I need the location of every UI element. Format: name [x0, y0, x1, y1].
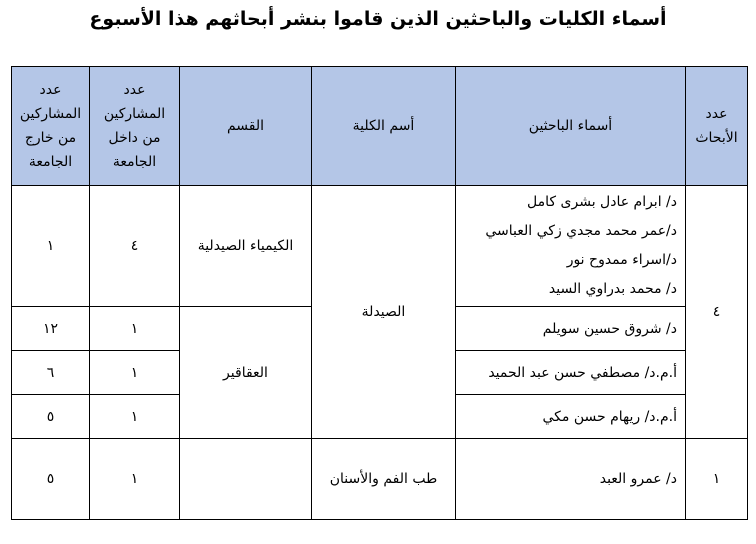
inside-participants-cell: ٤: [90, 186, 180, 307]
inside-participants-cell: ١: [90, 307, 180, 351]
outside-participants-cell: ٥: [12, 395, 90, 439]
researcher-name: د/اسراء ممدوح نور: [566, 252, 677, 268]
researcher-name: أ.م.د/ مصطفي حسن عبد الحميد: [456, 351, 686, 395]
researcher-name: أ.م.د/ ريهام حسن مكي: [456, 395, 686, 439]
header-researchers: أسماء الباحثين: [456, 67, 686, 186]
researcher-name: د/ محمد بدراوي السيد: [548, 281, 677, 297]
research-count-cell: ٤: [686, 186, 748, 439]
research-table: [11, 66, 748, 520]
table-header-row: [12, 67, 748, 186]
college-cell: الصيدلة: [312, 186, 456, 439]
researcher-name: د/ ابرام عادل بشرى كامل: [527, 194, 677, 210]
college-cell: طب الفم والأسنان: [312, 439, 456, 520]
inside-participants-cell: ١: [90, 439, 180, 520]
header-college: أسم الكلية: [312, 67, 456, 186]
outside-participants-cell: ٥: [12, 439, 90, 520]
department-cell: الكيمياء الصيدلية: [180, 186, 312, 307]
header-inside-participants: عدد المشاركين من داخل الجامعة: [90, 67, 180, 186]
department-cell: العقاقير: [180, 307, 312, 439]
research-count-cell: ١: [686, 439, 748, 520]
outside-participants-cell: ١٢: [12, 307, 90, 351]
table-row: [12, 186, 748, 307]
header-department: القسم: [180, 67, 312, 186]
outside-participants-cell: ١: [12, 186, 90, 307]
inside-participants-cell: ١: [90, 395, 180, 439]
researcher-name: د/عمر محمد مجدي زكي العباسي: [485, 223, 677, 239]
researchers-cell: [456, 186, 686, 307]
outside-participants-cell: ٦: [12, 351, 90, 395]
researcher-name: د/ عمرو العبد: [456, 439, 686, 520]
page-title: أسماء الكليات والباحثين الذين قاموا بنشر أبحاثهم هذا الأسبوع: [89, 8, 667, 30]
header-research-count: عدد الأبحاث: [686, 67, 748, 186]
header-outside-participants: عدد المشاركين من خارج الجامعة: [12, 67, 90, 186]
researcher-name: د/ شروق حسين سويلم: [456, 307, 686, 351]
department-cell: [180, 439, 312, 520]
inside-participants-cell: ١: [90, 351, 180, 395]
table-row: [12, 439, 748, 520]
